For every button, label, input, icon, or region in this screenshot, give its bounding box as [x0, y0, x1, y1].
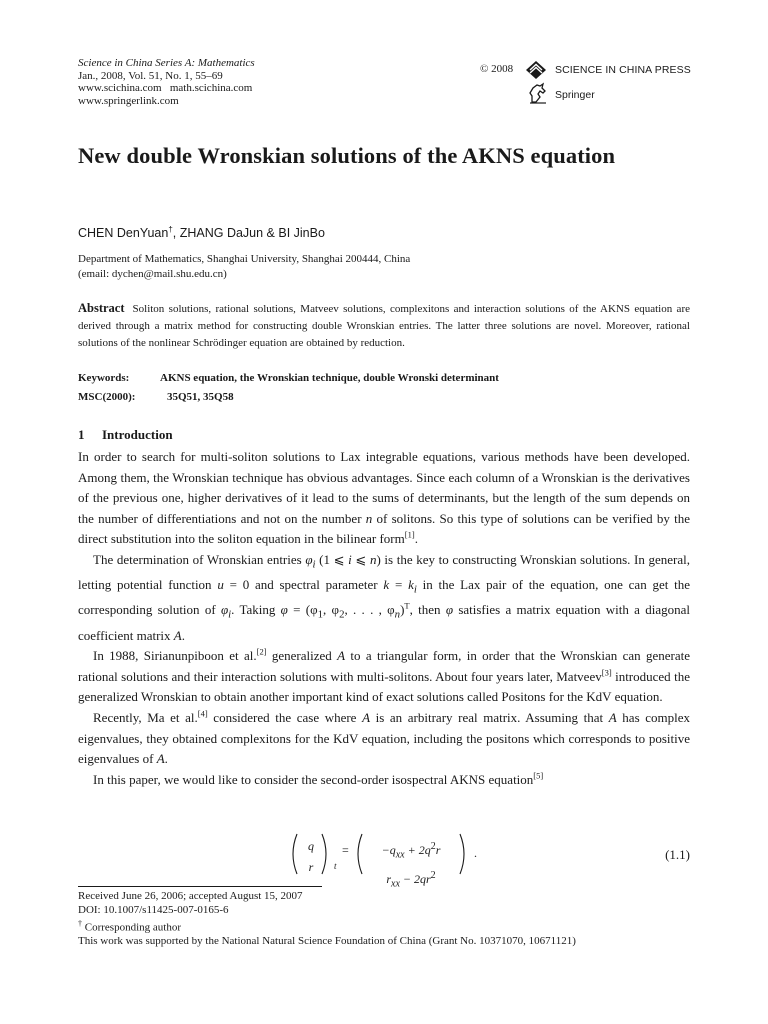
journal-header — [78, 57, 255, 107]
paragraph: In this paper, we would like to consider the second-order isospectral AKNS equation[5] — [93, 770, 544, 787]
paper-title: New double Wronskian solutions of the AKNS equation — [78, 143, 616, 168]
author-email: (email: dychen@mail.shu.edu.cn) — [78, 268, 227, 280]
section-number: 1 — [78, 427, 85, 442]
doi[interactable]: DOI: 10.1007/s11425-007-0165-6 — [78, 903, 229, 916]
springer-horse-logo-icon — [528, 82, 548, 104]
equation-number: (1.1) — [665, 847, 690, 862]
keywords-label: Keywords: — [78, 372, 130, 384]
science-in-china-logo-icon — [524, 60, 548, 80]
issue-info: Jan., 2008, Vol. 51, No. 1, 55–69 — [78, 69, 223, 82]
footnote-divider — [78, 886, 322, 887]
website-line-1: www.scichina.com math.scichina.com — [78, 82, 253, 94]
msc-label: MSC(2000): — [78, 391, 136, 403]
abstract — [78, 300, 690, 352]
citation[interactable]: [1] — [404, 530, 415, 541]
paragraph: The determination of Wronskian entries $\varphi_i$ (1 ⩽ i ⩽ n) is the key to constructing Wronskian solutions. In general, letting potential function u = 0 and spectral parameter $k = k_i$ in the Lax pair of the equation, one can get the corresponding solution of $\varphi_i$. Taking $\varphi = (\varphi_1$, $\varphi_2$, . . . , $\varphi_n)^T$, then φ satisfies a matrix equation with a diagonal coefficient matrix A. — [78, 551, 690, 643]
body-text — [78, 447, 690, 790]
keywords-text: AKNS equation, the Wronskian technique, double Wronski determinant — [160, 372, 499, 384]
rhs-vector: $-q_{xx} + 2q^2r$ $r_{xx} - 2qr^2$ — [381, 841, 441, 890]
affiliation — [78, 252, 410, 282]
publisher-block — [480, 60, 692, 110]
publisher-name-springer: Springer — [555, 89, 595, 101]
abstract-label: Abstract — [78, 301, 125, 315]
equation-1-1 — [78, 828, 690, 888]
other-authors: , ZHANG DaJun & BI JinBo — [172, 226, 325, 241]
citation[interactable]: [3] — [601, 667, 612, 678]
citation[interactable]: [4] — [197, 708, 208, 719]
funding-note: This work was supported by the National Natural Science Foundation of China (Grant No. 10371070, 10671121) — [78, 935, 576, 948]
publisher-name-science-in-china: SCIENCE IN CHINA PRESS — [555, 64, 691, 76]
msc-codes: 35Q51, 35Q58 — [167, 391, 234, 403]
abstract-text: Soliton solutions, rational solutions, Matveev solutions, complexitons and interaction solutions of the AKNS equation are derived through a matrix method for constructing double Wronskian entries. The latter three solutions are novel. Moreover, rational solutions of the nonlinear Schrödinger equation are obtained by reduction. — [78, 303, 690, 349]
author-list — [78, 225, 325, 240]
keywords — [78, 372, 499, 384]
footnotes — [78, 890, 576, 949]
affiliation-line: Department of Mathematics, Shanghai University, Shanghai 200444, China — [78, 253, 411, 265]
lhs-vector: q r — [308, 839, 314, 874]
received-date: Received June 26, 2006; accepted August 15, 2007 — [78, 890, 303, 902]
equals-sign: = — [342, 843, 349, 857]
corresponding-author-note: † Corresponding author — [78, 919, 181, 934]
time-subscript: t — [334, 861, 337, 871]
journal-name: Science in China Series A: Mathematics — [78, 57, 255, 69]
author-1: CHEN DenYuan — [78, 226, 169, 241]
paragraph: In 1988, Sirianunpiboon et al.[2] generalized A to a triangular form, in order that the Wronskian can generate rational solutions and their interaction solutions with multi-solitons. About four years later, Matveev[3] introduced the generalized Wronskian to obtain another important kind of exact solutions called Positons for the KdV equation. — [78, 646, 691, 705]
paragraph: In order to search for multi-soliton solutions to Lax integrable equations, various methods have been developed. Among them, the Wronskian technique has obvious advantages. Since each column of a Wronskian is the derivatives of the previous one, higher derivatives of it lead to the sums of determinants, but the length of the sum depends on the number of differentiations and not on the number n of solitons. So this type of solutions can be verified by the direct substitution into the soliton equation in the bilinear form[1]. — [78, 449, 691, 547]
msc-classification — [78, 391, 234, 403]
section-heading — [78, 427, 173, 443]
section-title: Introduction — [102, 427, 173, 442]
website-line-2: www.springerlink.com — [78, 94, 179, 107]
equation-period: . — [474, 846, 477, 860]
paragraph: Recently, Ma et al.[4] considered the case where A is an arbitrary real matrix. Assuming that A has complex eigenvalues, they obtained complexitons for the KdV equation, including the positons which corresponds to positive eigenvalues of A. — [78, 708, 690, 767]
citation[interactable]: [2] — [256, 646, 267, 657]
citation[interactable]: [5] — [533, 770, 544, 781]
copyright: © 2008 — [480, 63, 514, 75]
author-dagger: † — [168, 225, 173, 234]
